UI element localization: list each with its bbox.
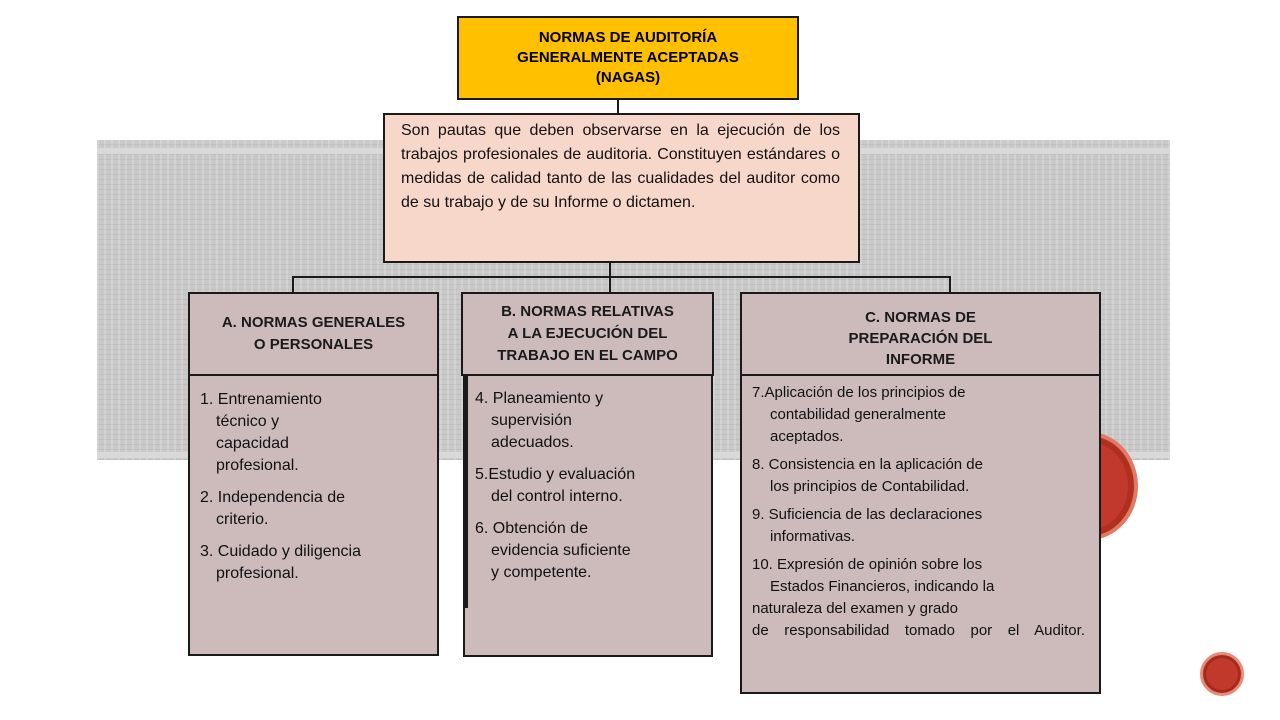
list-item [752, 554, 1085, 642]
category-b-heading-text: B. NORMAS RELATIVAS A LA EJECUCIÓN DEL TRABAJO EN EL CAMPO [497, 303, 678, 364]
list-item: 4. Planeamiento y supervisión adecuados. [475, 390, 604, 451]
list-item: 5.Estudio y evaluación del control interno. [475, 466, 636, 505]
connector-horizontal [292, 276, 951, 278]
next-slide-button[interactable] [1200, 652, 1244, 696]
connector-branch-c [949, 276, 951, 292]
category-c-body [740, 374, 1101, 694]
category-b-body [463, 374, 713, 657]
definition-box [383, 113, 860, 263]
category-a-heading [188, 292, 439, 376]
connector-branch-a [292, 276, 294, 292]
list-item: 6. Obtención de evidencia suficiente y competente. [475, 520, 631, 581]
list-item: 7.Aplicación de los principios de contabilidad generalmente aceptados. [752, 384, 966, 445]
category-a-heading-text: A. NORMAS GENERALES O PERSONALES [221, 314, 406, 353]
list-item: 3. Cuidado y diligencia profesional. [200, 543, 361, 582]
list-item: 8. Consistencia en la aplicación de los principios de Contabilidad. [752, 456, 983, 495]
category-c-heading [740, 292, 1101, 376]
title-box [457, 16, 799, 100]
connector-title-definition [617, 100, 619, 113]
list-item-line: 10. Expresión de opinión sobre los [752, 556, 983, 573]
category-b-left-rule [463, 376, 468, 608]
list-item-line: Estados Financieros, indicando la [770, 578, 995, 595]
category-c-heading-text: C. NORMAS DE PREPARACIÓN DEL INFORME [848, 308, 993, 368]
connector-branch-b [609, 276, 611, 292]
definition-text: Son pautas que deben observarse en la ejecución de los trabajos profesionales de auditoria. Constituyen estándares o medidas de calidad tanto de las cualidades del auditor como de su trabajo y de su Informe o dictamen. [401, 122, 840, 211]
title-text: NORMAS DE AUDITORÍA GENERALMENTE ACEPTADAS (NAGAS) [517, 29, 739, 86]
connector-definition-trunk [609, 263, 611, 277]
category-a-body [188, 374, 439, 656]
list-item: 9. Suficiencia de las declaraciones informativas. [752, 506, 983, 545]
list-item-line: de responsabilidad tomado por el Auditor. [752, 622, 1085, 639]
list-item-line: naturaleza del examen y grado [752, 600, 958, 617]
list-item: 1. Entrenamiento técnico y capacidad profesional. [200, 391, 322, 474]
category-b-heading [461, 292, 714, 376]
list-item: 2. Independencia de criterio. [200, 489, 346, 528]
